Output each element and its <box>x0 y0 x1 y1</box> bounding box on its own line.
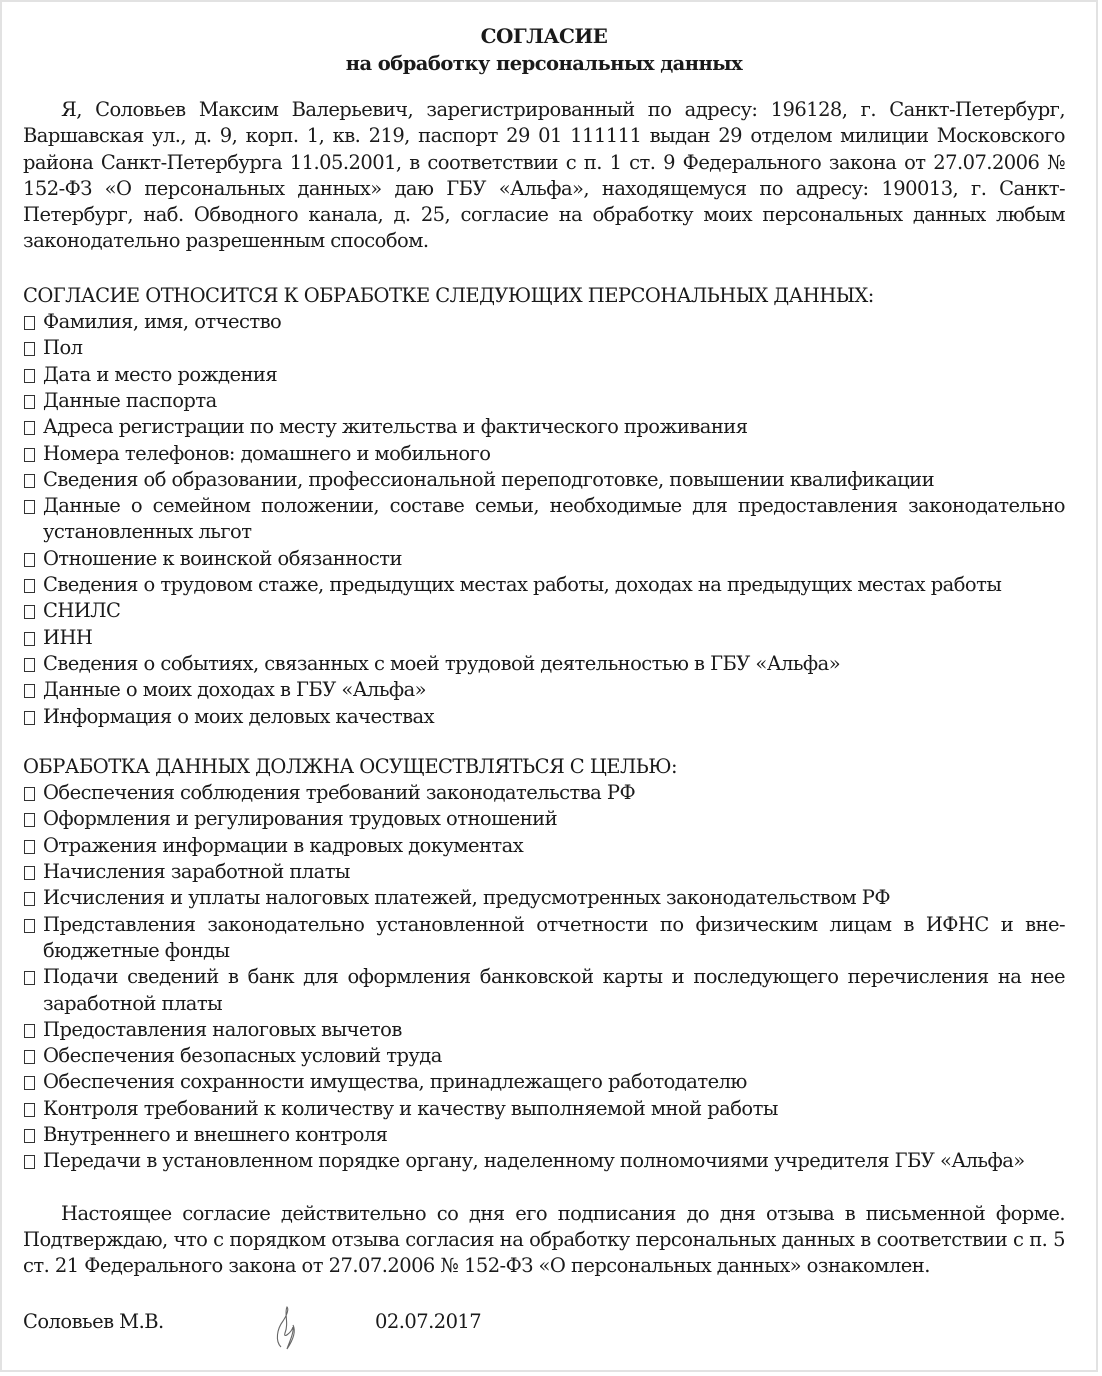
checkbox-icon[interactable] <box>24 316 35 330</box>
purpose-item <box>23 806 1065 832</box>
personal-data-item <box>23 467 1065 493</box>
list-item-label: Номера телефонов: домашнего и мобильного <box>43 441 491 465</box>
purpose-list <box>23 780 1065 1174</box>
signature-row <box>23 1309 1065 1349</box>
purpose-item <box>23 780 1065 806</box>
list-item-label: Данные о семейном положении, составе семьи, необходимые для предоставления законодательно установленных льгот <box>43 494 1065 544</box>
list-item-label: Предоставления налоговых вычетов <box>43 1017 402 1041</box>
list-item-label: Контроля требований к количеству и качеству выполняемой мной работы <box>43 1096 778 1120</box>
list-item-label: Адреса регистрации по месту жительства и фактического проживания <box>43 415 748 439</box>
checkbox-icon[interactable] <box>24 553 35 567</box>
checkbox-icon[interactable] <box>24 342 35 356</box>
checkbox-icon[interactable] <box>24 840 35 854</box>
personal-data-item <box>23 335 1065 361</box>
signature-icon <box>267 1303 307 1353</box>
personal-data-item <box>23 414 1065 440</box>
personal-data-item <box>23 625 1065 651</box>
checkbox-icon[interactable] <box>24 1076 35 1090</box>
personal-data-item <box>23 309 1065 335</box>
signature-date: 02.07.2017 <box>375 1310 482 1334</box>
checkbox-icon[interactable] <box>24 919 35 933</box>
checkbox-icon[interactable] <box>24 369 35 383</box>
personal-data-item <box>23 677 1065 703</box>
personal-data-item <box>23 572 1065 598</box>
list-item-label: Данные о моих доходах в ГБУ «Альфа» <box>43 678 427 702</box>
checkbox-icon[interactable] <box>24 395 35 409</box>
list-item-label: Информация о моих деловых качествах <box>43 704 435 728</box>
purpose-item <box>23 1148 1065 1174</box>
list-item-label: Данные паспорта <box>43 388 217 412</box>
list-item-label: Пол <box>43 336 83 360</box>
checkbox-icon[interactable] <box>24 787 35 801</box>
purpose-item <box>23 1017 1065 1043</box>
purpose-item <box>23 859 1065 885</box>
purpose-item <box>23 1122 1065 1148</box>
purpose-item <box>23 1069 1065 1095</box>
list-item-label: Исчисления и уплаты налоговых платежей, предусмотренных законодательством РФ <box>43 886 890 910</box>
list-item-label: Начисления заработной платы <box>43 860 350 884</box>
purpose-item <box>23 833 1065 859</box>
document-title: СОГЛАСИЕ <box>480 24 608 48</box>
checkbox-icon[interactable] <box>24 1129 35 1143</box>
list-item-label: СНИЛС <box>43 599 121 623</box>
purpose-item <box>23 912 1065 965</box>
purpose-item <box>23 964 1065 1017</box>
list-item-label: Сведения о трудовом стаже, предыдущих местах работы, доходах на предыдущих местах работы <box>43 573 1002 597</box>
checkbox-icon[interactable] <box>24 1155 35 1169</box>
list-item-label: Дата и место рождения <box>43 362 278 386</box>
list-item-label: Передачи в установленном порядке органу, наделенному полномочиями учредителя ГБУ «Альфа» <box>43 1149 1025 1173</box>
personal-data-item <box>23 704 1065 730</box>
purpose-item <box>23 885 1065 911</box>
list-item-label: Обеспечения соблюдения требований законодательства РФ <box>43 781 636 805</box>
list-item-label: Сведения о событиях, связанных с моей трудовой деятельностью в ГБУ «Альфа» <box>43 651 841 675</box>
personal-data-item <box>23 441 1065 467</box>
checkbox-icon[interactable] <box>24 1024 35 1038</box>
checkbox-icon[interactable] <box>24 474 35 488</box>
checkbox-icon[interactable] <box>24 684 35 698</box>
list-item-label: Фамилия, имя, отчество <box>43 310 282 334</box>
checkbox-icon[interactable] <box>24 866 35 880</box>
checkbox-icon[interactable] <box>24 579 35 593</box>
data-section-heading: СОГЛАСИЕ ОТНОСИТСЯ К ОБРАБОТКЕ СЛЕДУЮЩИХ ПЕРСОНАЛЬНЫХ ДАННЫХ: <box>23 283 874 307</box>
checkbox-icon[interactable] <box>24 500 35 514</box>
list-item-label: Обеспечения сохранности имущества, принадлежащего работодателю <box>43 1070 747 1094</box>
list-item-label: Внутреннего и внешнего контроля <box>43 1122 388 1146</box>
checkbox-icon[interactable] <box>24 1103 35 1117</box>
list-item-label: Обеспечения безопасных условий труда <box>43 1044 442 1068</box>
personal-data-item <box>23 546 1065 572</box>
list-item-label: Сведения об образовании, профессиональной переподготовке, повышении квалификации <box>43 467 935 491</box>
purpose-item <box>23 1096 1065 1122</box>
personal-data-item <box>23 388 1065 414</box>
checkbox-icon[interactable] <box>24 421 35 435</box>
personal-data-list <box>23 309 1065 730</box>
list-item-label: Представления законодательно установленной отчетности по физическим лицам в ИФНС и вне-бюджетные фонды <box>43 912 1065 962</box>
purpose-section-heading: ОБРАБОТКА ДАННЫХ ДОЛЖНА ОСУЩЕСТВЛЯТЬСЯ С ЦЕЛЬЮ: <box>23 754 678 778</box>
checkbox-icon[interactable] <box>24 971 35 985</box>
list-item-label: Отношение к воинской обязанности <box>43 546 402 570</box>
list-item-label: Оформления и регулирования трудовых отношений <box>43 807 558 831</box>
signer-name: Соловьев М.В. <box>23 1310 164 1334</box>
personal-data-item <box>23 598 1065 624</box>
intro-paragraph: Я, Соловьев Максим Валерьевич, зарегистрированный по адресу: 196128, г. Санкт-Петербург, Варшавская ул., д. 9, корп. 1, кв. 219, паспорт 29 01 111111 выдан 29 отделом милиции Московского района Санкт-Петербурга 11.05.2001, в соответствии с п. 1 ст. 9 Федерального закона от 27.07.2006 № 152-ФЗ «О персональных данных» даю ГБУ «Альфа», находящемуся по адресу: 190013, г. Санкт-Петербург, наб. Обводного канала, д. 25, согласие на обработку моих персональных данных любым законодательно разрешенным способом. <box>23 98 1065 253</box>
checkbox-icon[interactable] <box>24 711 35 725</box>
list-item-label: Отражения информации в кадровых документах <box>43 833 524 857</box>
checkbox-icon[interactable] <box>24 658 35 672</box>
checkbox-icon[interactable] <box>24 632 35 646</box>
checkbox-icon[interactable] <box>24 605 35 619</box>
personal-data-item <box>23 493 1065 546</box>
checkbox-icon[interactable] <box>24 892 35 906</box>
purpose-item <box>23 1043 1065 1069</box>
document-subtitle: на обработку персональных данных <box>345 52 743 75</box>
checkbox-icon[interactable] <box>24 1050 35 1064</box>
document-content <box>23 22 1065 1349</box>
checkbox-icon[interactable] <box>24 813 35 827</box>
checkbox-icon[interactable] <box>24 448 35 462</box>
list-item-label: ИНН <box>43 625 93 649</box>
list-item-label: Подачи сведений в банк для оформления банковской карты и последующего перечисления на нее заработной платы <box>43 965 1065 1015</box>
closing-paragraph: Настоящее согласие действительно со дня его подписания до дня отзыва в письменной форме. Подтверждаю, что с порядком отзыва согласия на обработку персональных данных в соответствии с п. 5 ст. 21 Федерального закона от 27.07.2006 № 152-ФЗ «О персональных данных» ознакомлен. <box>23 1201 1065 1278</box>
personal-data-item <box>23 651 1065 677</box>
personal-data-item <box>23 362 1065 388</box>
